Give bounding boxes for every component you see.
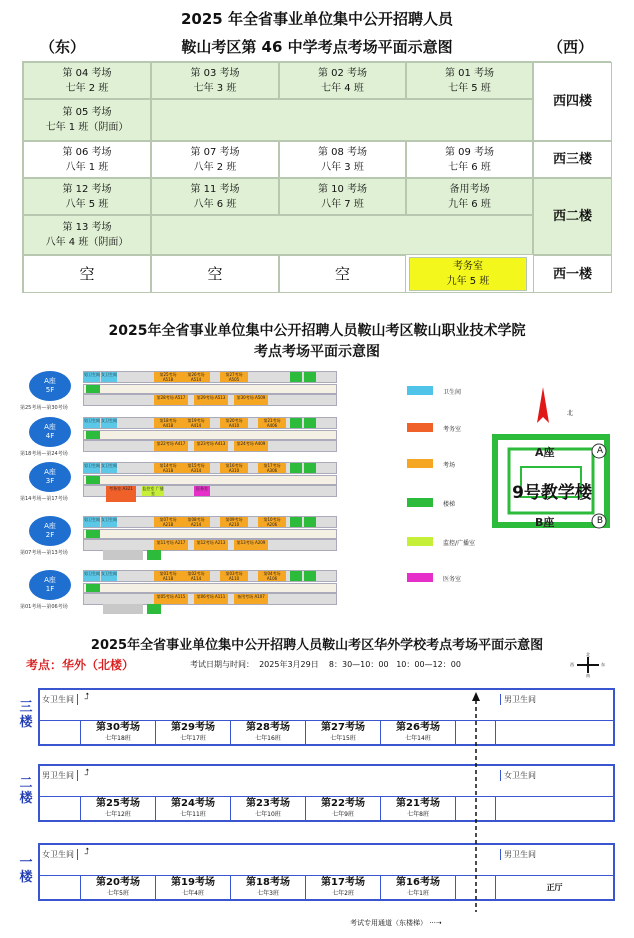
stairs (290, 372, 302, 382)
stairs (290, 571, 302, 581)
legend-label: 卫生间 (443, 389, 462, 396)
stairs (290, 517, 302, 527)
right-room (495, 797, 613, 821)
room-row (83, 417, 337, 429)
left-toilet: 女卫生间 (42, 694, 78, 705)
toilet-room: 男卫生间 (84, 571, 100, 581)
room-row (40, 875, 613, 899)
part1-east-label: （东） (40, 38, 86, 56)
empty-cell: 空 (23, 255, 151, 293)
right-toilet: 男卫生间 (500, 849, 536, 860)
north-arrow-icon (537, 387, 549, 423)
exam-room: 第26考场 A514 (182, 372, 210, 382)
exam-room: 第19考场 七年4班 (155, 876, 230, 900)
exam-room: 第21考场 A406 (258, 418, 286, 428)
exam-room: 第07考场 A218 (154, 517, 182, 527)
floor-range-note: 第01考场—第06考场 (20, 604, 68, 610)
room-row (83, 570, 337, 582)
exam-room: 第30考场 七年18班 (80, 721, 155, 745)
exam-room: 第21考场 七年8班 (380, 797, 455, 821)
building-label: 西四楼 (533, 62, 612, 141)
exam-room: 第27考场 A505 (220, 372, 248, 382)
exam-office-cell: 考务室 九年 5 班 (409, 257, 527, 291)
room-row (83, 516, 337, 528)
room: 第28考场 A517 (154, 395, 188, 405)
exam-room-cell: 备用考场 九年 6 班 (406, 178, 533, 215)
stairs (147, 604, 161, 614)
legend-label: 监控/广播室 (443, 540, 476, 547)
floor-range-note: 第25考场—第30考场 (20, 405, 68, 411)
room: 第29考场 A513 (194, 395, 228, 405)
stairs-icon: ⮥ (84, 847, 90, 857)
stairs (290, 463, 302, 473)
floor-label: 三楼 (19, 700, 33, 730)
stairs (304, 463, 316, 473)
building-label: 西一楼 (533, 255, 612, 293)
part3-title: 2025年全省事业单位集中公开招聘人员鞍山考区华外学校考点考场平面示意图 (90, 638, 544, 653)
toilet-room: 男卫生间 (84, 517, 100, 527)
stairs (304, 418, 316, 428)
room: 医务室 (194, 486, 210, 496)
exam-room: 第19考场 A414 (182, 418, 210, 428)
floor-range-note: 第07考场—第13考场 (20, 550, 68, 556)
room: 第24考场 A409 (234, 441, 268, 451)
floor-label: 一楼 (19, 855, 33, 885)
empty-cell: 空 (151, 255, 279, 293)
toilet-room: 男卫生间 (84, 418, 100, 428)
part2-title-line2: 考点考场平面示意图 (254, 344, 380, 360)
exam-room-cell: 第 07 考场 八年 2 班 (151, 141, 279, 178)
legend-swatch-stairs (407, 498, 433, 507)
floor-badge: A座 4F (29, 417, 71, 447)
exam-room: 第01考场 A118 (154, 571, 182, 581)
part1-title-line1: 2025 年全省事业单位集中公开招聘人员 (181, 10, 453, 28)
exam-room-cell: 第 06 考场 八年 1 班 (23, 141, 151, 178)
exam-room: 第28考场 七年16班 (230, 721, 305, 745)
room-row (40, 796, 613, 820)
exam-room: 第03考场 A110 (220, 571, 248, 581)
corridor (83, 583, 337, 593)
exam-room: 第09考场 A210 (220, 517, 248, 527)
north-label: 北 (567, 410, 574, 417)
toilet-room: 女卫生间 (101, 463, 117, 473)
building-label: 西三楼 (533, 141, 612, 178)
floor-block (38, 688, 615, 746)
stairs (304, 517, 316, 527)
exam-room: 第17考场 七年2班 (305, 876, 380, 900)
room-row (83, 371, 337, 383)
floor-badge: A座 2F (29, 516, 71, 546)
floor-badge: A座 1F (29, 570, 71, 600)
part2-title-line1: 2025年全省事业单位集中公开招聘人员鞍山考区鞍山职业技术学院 (108, 323, 526, 339)
building-label: 西二楼 (533, 178, 612, 255)
room: 第23考场 A413 (194, 441, 228, 451)
room: 第11考场 A217 (154, 540, 188, 550)
toilet-room: 女卫生间 (101, 372, 117, 382)
exam-room-cell: 第 12 考场 八年 5 班 (23, 178, 151, 215)
exam-room-cell: 第 08 考场 八年 3 班 (279, 141, 406, 178)
seat-a-marker: A (596, 446, 604, 456)
exam-room-cell: 第 09 考场 七年 6 班 (406, 141, 533, 178)
exam-room-cell: 第 13 考场 八年 4 班（阴面） (23, 215, 151, 255)
exam-room: 第20考场 七年5班 (80, 876, 155, 900)
exam-room: 第10考场 A206 (258, 517, 286, 527)
room: 第06考场 A111 (194, 594, 228, 604)
stairs (86, 530, 100, 538)
left-toilet: 男卫生间 (42, 770, 78, 781)
exam-room-cell: 第 01 考场 七年 5 班 (406, 62, 533, 99)
right-room (495, 721, 613, 745)
stairs (147, 550, 161, 560)
exam-room-cell: 第 10 考场 八年 7 班 (279, 178, 406, 215)
legend-label: 楼梯 (443, 501, 456, 508)
annex-room (103, 550, 143, 560)
toilet-room: 男卫生间 (84, 463, 100, 473)
part1-title-line2: 鞍山考区第 46 中学考点考场平面示意图 (181, 38, 453, 56)
floor-badge: A座 5F (29, 371, 71, 401)
corridor (83, 384, 337, 394)
room: 考务室 A321 (106, 486, 136, 502)
seat-b-label: B座 (535, 516, 555, 529)
compass-west: 西 (570, 662, 574, 667)
room: 第12考场 A213 (194, 540, 228, 550)
right-toilet: 女卫生间 (500, 770, 536, 781)
exam-room: 第14考场 A318 (154, 463, 182, 473)
stairs (290, 418, 302, 428)
stairs (86, 385, 100, 393)
exam-room: 第29考场 七年17班 (155, 721, 230, 745)
corridor (83, 430, 337, 440)
stairs (86, 431, 100, 439)
stairs (86, 584, 100, 592)
room: 监控室 广播室 (142, 486, 164, 496)
exam-room-cell: 第 11 考场 八年 6 班 (151, 178, 279, 215)
compass-south: 南 (586, 673, 590, 678)
exam-room: 第04考场 A106 (258, 571, 286, 581)
right-toilet: 男卫生间 (500, 694, 536, 705)
legend-label: 考场 (443, 462, 456, 469)
room: 第05考场 A115 (154, 594, 188, 604)
exam-room: 第22考场 七年9班 (305, 797, 380, 821)
room-row (83, 485, 337, 497)
corridor (83, 529, 337, 539)
floor-badge: A座 3F (29, 462, 71, 492)
toilet-room: 女卫生间 (101, 571, 117, 581)
empty-cell: 空 (279, 255, 406, 293)
stairs (304, 372, 316, 382)
legend-label: 考务室 (443, 426, 462, 433)
left-toilet: 女卫生间 (42, 849, 78, 860)
exam-room-cell: 第 04 考场 七年 2 班 (23, 62, 151, 99)
floor-block (38, 764, 615, 822)
exam-room: 第27考场 七年15班 (305, 721, 380, 745)
floor-range-note: 第14考场—第17考场 (20, 496, 68, 502)
room-row (83, 462, 337, 474)
room: 备用考场 A107 (234, 594, 268, 604)
blank-cell (151, 99, 533, 141)
exam-room-cell: 第 05 考场 七年 1 班（阴面） (23, 99, 151, 141)
exam-room-cell: 第 03 考场 七年 3 班 (151, 62, 279, 99)
room-row (83, 440, 337, 452)
stairs (304, 571, 316, 581)
exam-room: 第02考场 A114 (182, 571, 210, 581)
floor-label: 二楼 (19, 776, 33, 806)
building-site-map (485, 385, 615, 535)
exam-room: 第20考场 A410 (220, 418, 248, 428)
stairs-icon: ⮥ (84, 768, 90, 778)
stairs (86, 476, 100, 484)
exam-room: 第15考场 A314 (182, 463, 210, 473)
toilet-room: 女卫生间 (101, 517, 117, 527)
part1-table (22, 61, 611, 293)
legend-swatch-exam (407, 459, 433, 468)
blank-cell (151, 215, 533, 255)
right-room: 正厅 (495, 876, 613, 900)
exam-room: 第16考场 A310 (220, 463, 248, 473)
exam-room: 第17考场 A306 (258, 463, 286, 473)
legend-label: 医务室 (443, 576, 462, 583)
corridor (83, 475, 337, 485)
compass-east: 东 (601, 662, 605, 667)
stairs-icon: ⮥ (84, 692, 90, 702)
legend-swatch-office (407, 423, 433, 432)
floor-range-note: 第18考场—第24考场 (20, 451, 68, 457)
exam-room: 第18考场 七年3班 (230, 876, 305, 900)
toilet-room: 男卫生间 (84, 372, 100, 382)
toilet-room: 女卫生间 (101, 418, 117, 428)
building-name: 9号教学楼 (512, 483, 592, 503)
annex-room (103, 604, 143, 614)
room-row (40, 720, 613, 744)
exam-path-note: 考试专用通道（东楼梯） ···➝ (350, 919, 442, 927)
part1-west-label: （西） (548, 38, 594, 56)
legend-swatch-toilet (407, 386, 433, 395)
exam-room-cell: 第 02 考场 七年 4 班 (279, 62, 406, 99)
exam-path-arrow (468, 690, 488, 915)
legend-swatch-monitor (407, 537, 433, 546)
exam-room: 第16考场 七年1班 (380, 876, 455, 900)
legend-swatch-medical (407, 573, 433, 582)
exam-room: 第25考场 A518 (154, 372, 182, 382)
site-label: 考点：华外（北楼） (26, 658, 135, 672)
exam-room: 第25考场 七年12班 (80, 797, 155, 821)
room: 第13考场 A209 (234, 540, 268, 550)
compass-rose (571, 652, 605, 680)
exam-date-time: 考试日期与时间： 2025年3月29日 8：30—10：00 10：00—12：00 (190, 660, 461, 669)
room: 第30考场 A509 (234, 395, 268, 405)
room: 第22考场 A417 (154, 441, 188, 451)
exam-room: 第26考场 七年14班 (380, 721, 455, 745)
seat-a-label: A座 (535, 446, 555, 459)
exam-room: 第24考场 七年11班 (155, 797, 230, 821)
compass-north: 北 (586, 652, 590, 657)
exam-room: 第08考场 A214 (182, 517, 210, 527)
exam-room: 第23考场 七年10班 (230, 797, 305, 821)
floor-block (38, 843, 615, 901)
room-row (83, 394, 337, 406)
seat-b-marker: B (596, 516, 604, 526)
exam-room: 第18考场 A418 (154, 418, 182, 428)
